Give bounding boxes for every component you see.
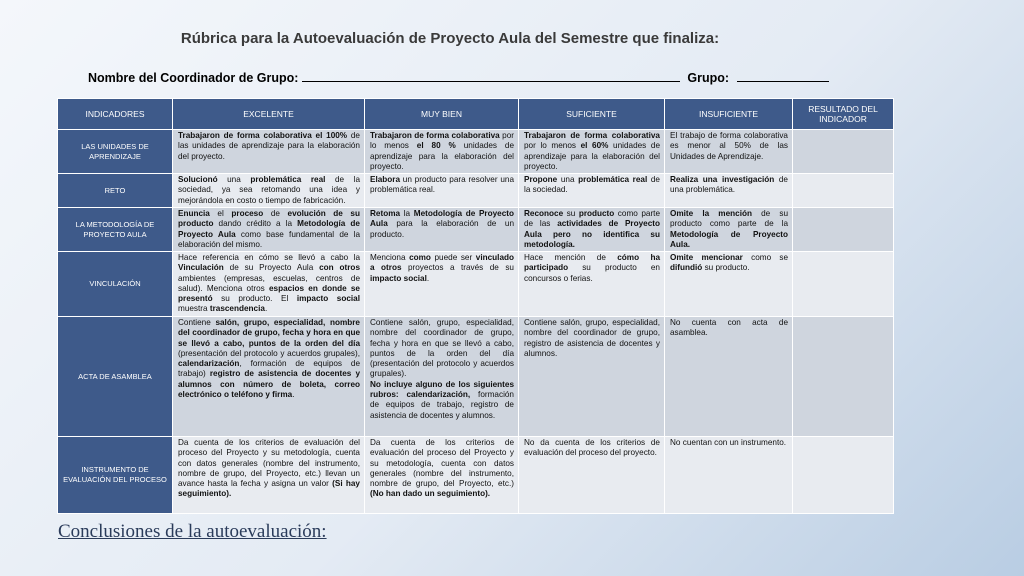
excelente-cell: Trabajaron de forma colaborativa el 100% de las unidades de aprendizaje para la elaboración del proyecto. xyxy=(173,130,365,174)
indicator-cell: LAS UNIDADES DE APRENDIZAJE xyxy=(58,130,173,174)
header-excelente: EXCELENTE xyxy=(173,99,365,130)
rubric-row xyxy=(58,174,894,208)
header-insuficiente: INSUFICIENTE xyxy=(665,99,793,130)
coordinator-name-blank[interactable] xyxy=(302,81,680,82)
result-cell[interactable] xyxy=(793,130,894,174)
conclusion-heading: Conclusiones de la autoevaluación: xyxy=(58,521,327,542)
group-label: Grupo: xyxy=(687,71,730,85)
rubric-row xyxy=(58,437,894,514)
result-cell[interactable] xyxy=(793,317,894,437)
page-title: Rúbrica para la Autoevaluación de Proyecto Aula del Semestre que finaliza: xyxy=(180,30,720,47)
insuficiente-cell: El trabajo de forma colaborativa es menor al 50% de las Unidades de Aprendizaje. xyxy=(665,130,793,174)
header-row xyxy=(58,99,894,130)
muy-bien-cell: Da cuenta de los criterios de evaluación del proceso del Proyecto y su metodología, cuenta con datos generales (nombre del instrumento, nombre de grupo, del Proyecto, etc.) (No han dado un seguimiento). xyxy=(365,437,519,514)
suficiente-cell: Propone una problemática real de la sociedad. xyxy=(519,174,665,208)
indicator-cell: INSTRUMENTO DE EVALUACIÓN DEL PROCESO xyxy=(58,437,173,514)
result-cell[interactable] xyxy=(793,437,894,514)
suficiente-cell: Trabajaron de forma colaborativa por lo menos el 60% unidades de aprendizaje para la elaboración del proyecto. xyxy=(519,130,665,174)
excelente-cell: Solucionó una problemática real de la sociedad, ya sea retomando una idea y mejorándola en costo o tiempo de fabricación. xyxy=(173,174,365,208)
suficiente-cell: No da cuenta de los criterios de evaluación del proceso del proyecto. xyxy=(519,437,665,514)
rubric-row xyxy=(58,317,894,437)
muy-bien-cell: Retoma la Metodología de Proyecto Aula para la elaboración de un producto. xyxy=(365,208,519,252)
suficiente-cell: Contiene salón, grupo, especialidad, nombre del coordinador de grupo, registro de asistencia de docentes y alumnos. xyxy=(519,317,665,437)
excelente-cell: Hace referencia en cómo se llevó a cabo la Vinculación de su Proyecto Aula con otros ambientes (empresas, escuelas, centros de salud). Menciona otros espacios en donde se presentó su producto. El impacto social muestra trascendencia. xyxy=(173,252,365,317)
header-resultado: RESULTADO DEL INDICADOR xyxy=(793,99,894,130)
muy-bien-cell: Menciona como puede ser vinculado a otros proyectos a través de su impacto social. xyxy=(365,252,519,317)
insuficiente-cell: Omite mencionar como se difundió su producto. xyxy=(665,252,793,317)
result-cell[interactable] xyxy=(793,208,894,252)
indicator-cell: RETO xyxy=(58,174,173,208)
rubric-row xyxy=(58,252,894,317)
muy-bien-cell: Elabora un producto para resolver una problemática real. xyxy=(365,174,519,208)
indicator-cell: LA METODOLOGÍA DE PROYECTO AULA xyxy=(58,208,173,252)
header-muy-bien: MUY BIEN xyxy=(365,99,519,130)
rubric-table xyxy=(57,98,894,514)
suficiente-cell: Reconoce su producto como parte de las actividades de Proyecto Aula pero no identifica su metodología. xyxy=(519,208,665,252)
muy-bien-cell: Trabajaron de forma colaborativa por lo menos el 80 % unidades de aprendizaje para la elaboración del proyecto. xyxy=(365,130,519,174)
coordinator-line: Nombre del Coordinador de Grupo: Grupo: xyxy=(88,71,829,85)
rubric-body xyxy=(58,130,894,514)
insuficiente-cell: No cuenta con acta de asamblea. xyxy=(665,317,793,437)
insuficiente-cell: Omite la mención de su producto como parte de la Metodología de Proyecto Aula. xyxy=(665,208,793,252)
insuficiente-cell: Realiza una investigación de una problemática. xyxy=(665,174,793,208)
insuficiente-cell: No cuentan con un instrumento. xyxy=(665,437,793,514)
suficiente-cell: Hace mención de cómo ha participado su producto en concursos o ferias. xyxy=(519,252,665,317)
coordinator-label: Nombre del Coordinador de Grupo xyxy=(88,71,295,85)
excelente-cell: Contiene salón, grupo, especialidad, nombre del coordinador de grupo, fecha y hora en que se llevó a cabo, puntos de la orden del día (presentación del protocolo y acuerdos grupales), calendarización, formación de equipos de trabajo) registro de asistencia de docentes y alumnos con número de boleta, correo electrónico o teléfono y firma. xyxy=(173,317,365,437)
excelente-cell: Enuncia el proceso de evolución de su producto dando crédito a la Metodología de Proyecto Aula como base fundamental de la elaboración del mismo. xyxy=(173,208,365,252)
indicator-cell: VINCULACIÓN xyxy=(58,252,173,317)
excelente-cell: Da cuenta de los criterios de evaluación del proceso del Proyecto y su metodología, cuenta con datos generales (nombre del instrumento, nombre de grupo, del Proyecto, etc.) llevan un avance hasta la fecha y asigna un valor (Si hay seguimiento). xyxy=(173,437,365,514)
rubric-row xyxy=(58,208,894,252)
result-cell[interactable] xyxy=(793,174,894,208)
header-indicadores: INDICADORES xyxy=(58,99,173,130)
group-blank[interactable] xyxy=(737,81,829,82)
indicator-cell: ACTA DE ASAMBLEA xyxy=(58,317,173,437)
header-suficiente: SUFICIENTE xyxy=(519,99,665,130)
rubric-row xyxy=(58,130,894,174)
result-cell[interactable] xyxy=(793,252,894,317)
muy-bien-cell: Contiene salón, grupo, especialidad, nombre del coordinador de grupo, fecha y hora en que se llevó a cabo, puntos de la orden del día (presentación del protocolo y acuerdos grupales). No incluye alguno de los siguientes rubros: calendarización, formación de equipos de trabajo, registro de asistencia de docentes y alumnos. xyxy=(365,317,519,437)
